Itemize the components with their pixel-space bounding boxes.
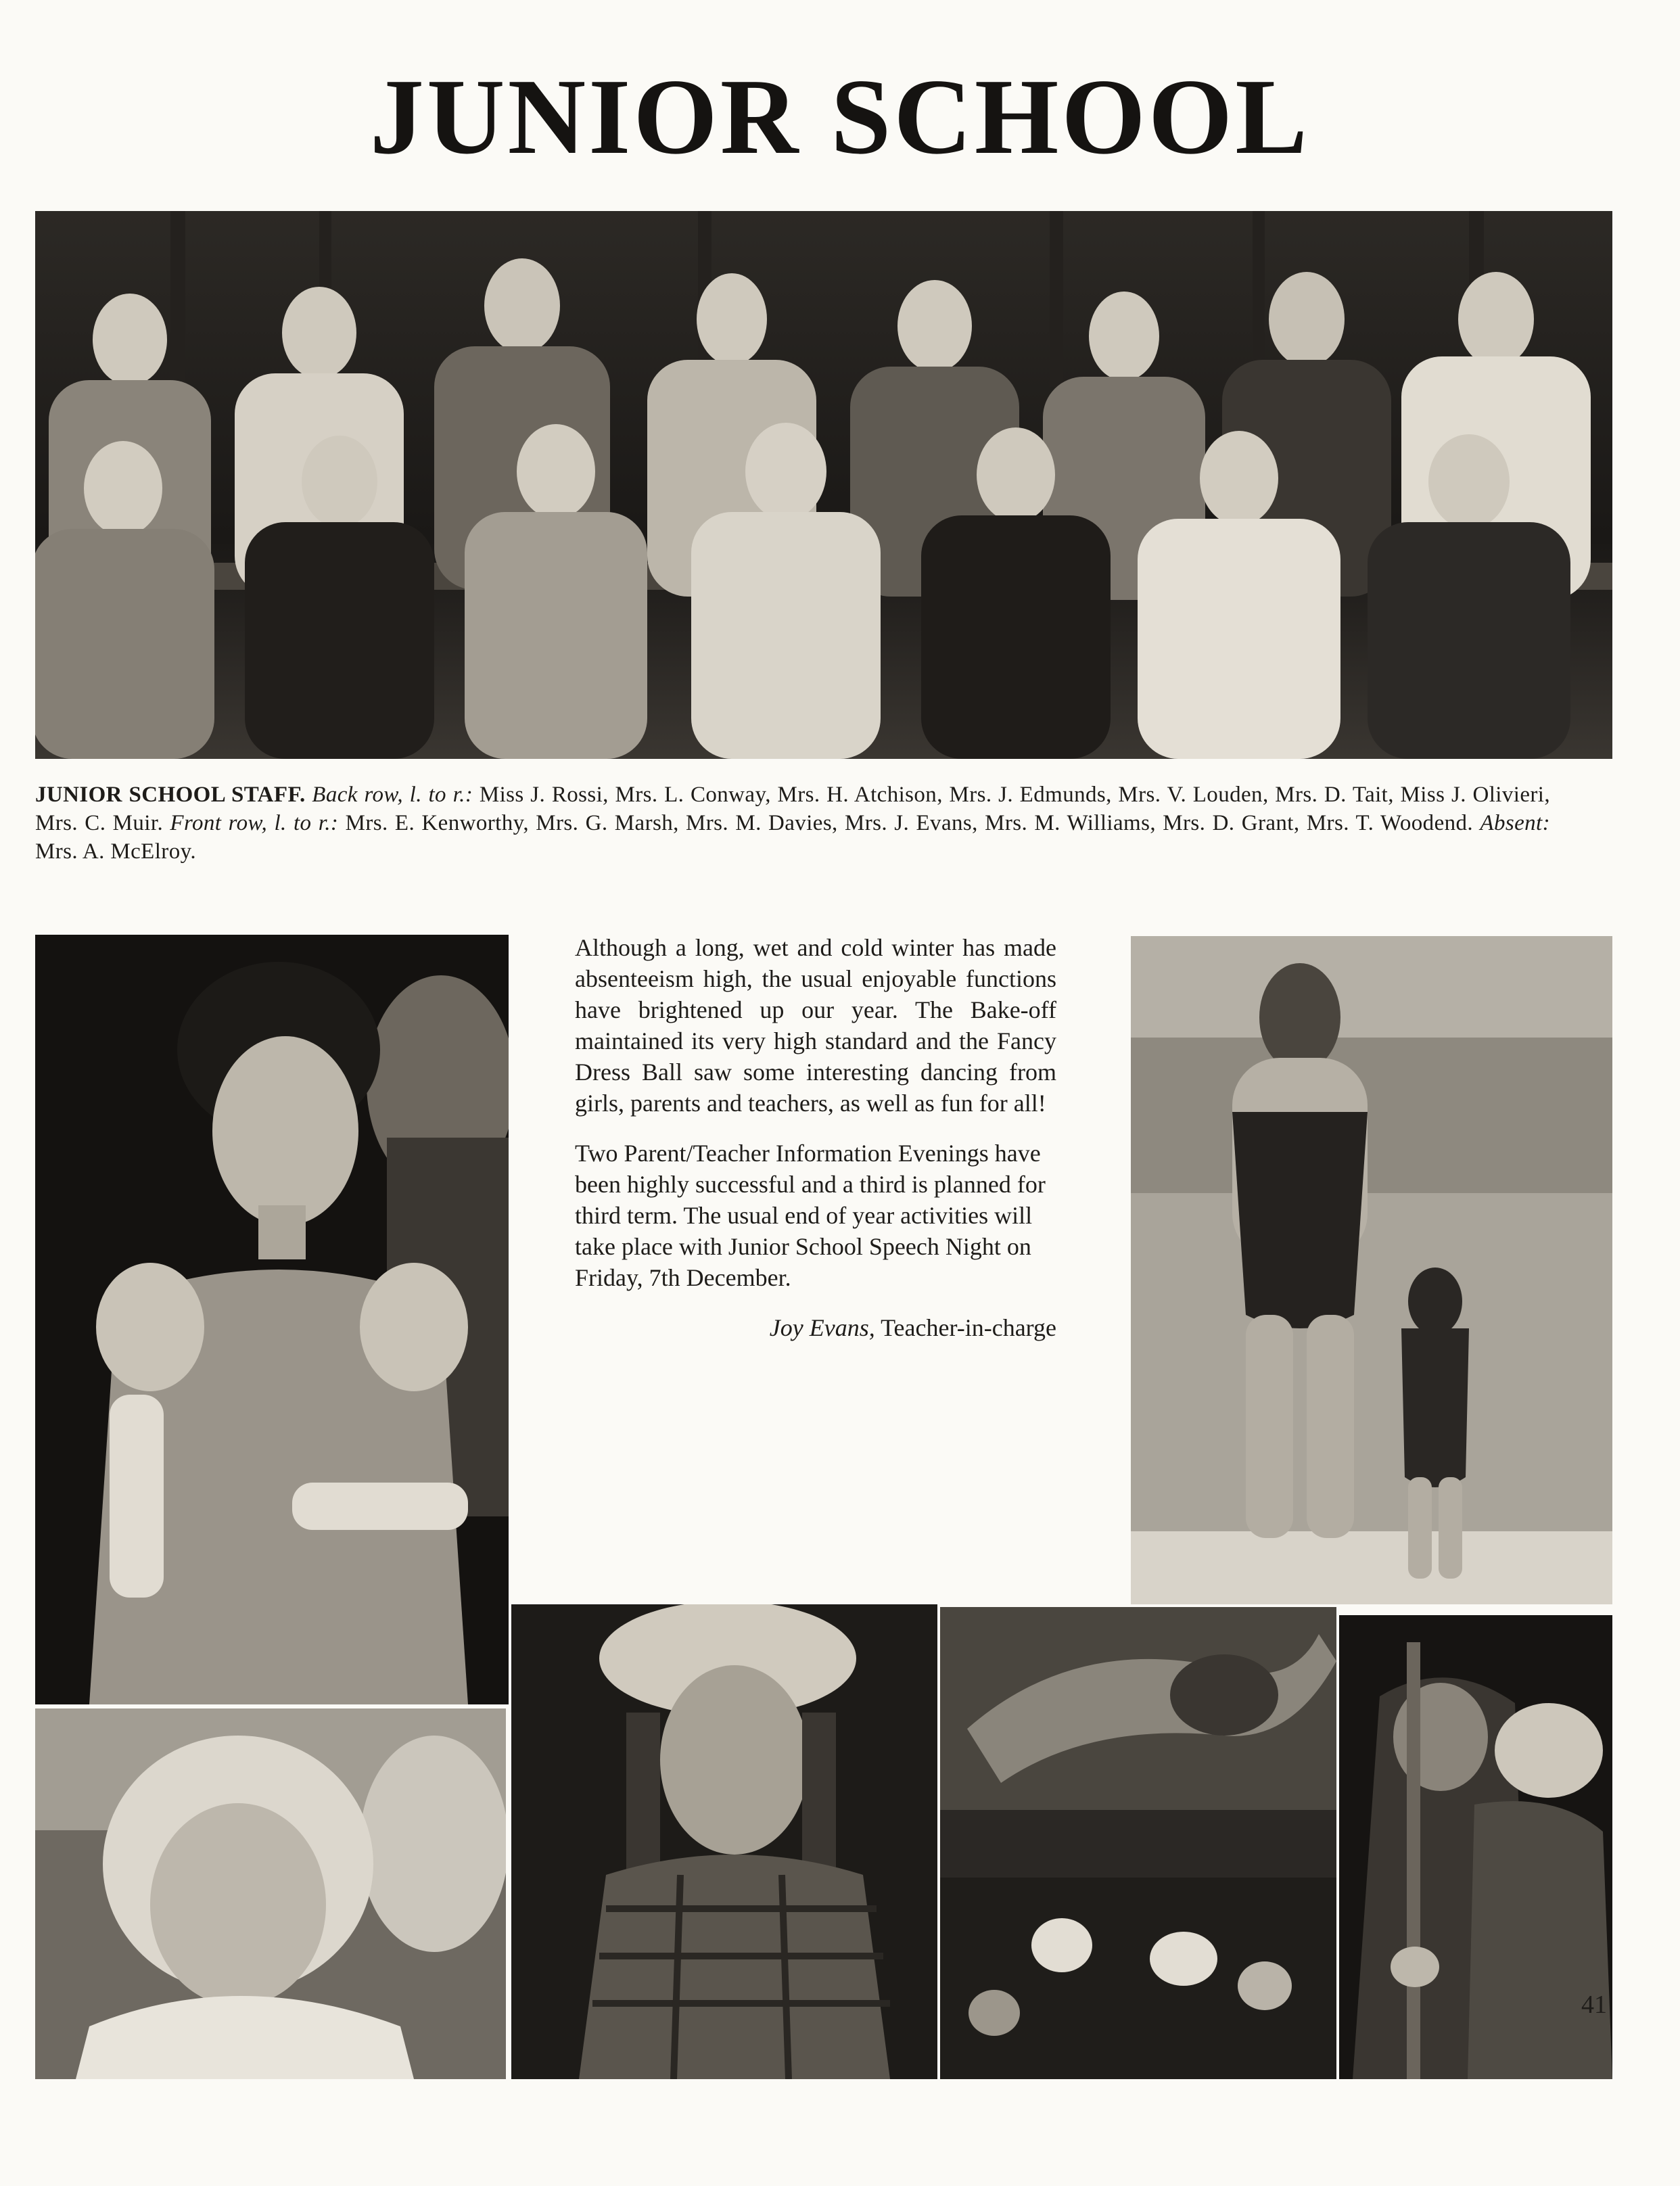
front-row-label: Front row, l. to r.: [170, 811, 339, 835]
signature [575, 1312, 1056, 1343]
page-title: JUNIOR SCHOOL [370, 56, 1310, 177]
swimmers-photo [1131, 936, 1612, 1604]
back-row-label: Back row, l. to r.: [312, 783, 473, 807]
fancy-dress-girl-photo [35, 935, 509, 1704]
bonnet-girl-photo [511, 1604, 937, 2079]
staff-group-photo [35, 211, 1612, 759]
back-row-names: Miss J. Rossi, Mrs. L. Conway, Mrs. H. Atchison, Mrs. J. Edmunds, Mrs. V. Louden, Mrs. D. Tait, Miss J. Olivieri, Mrs. C. Muir. [35, 783, 1550, 835]
article-paragraph: Although a long, wet and cold winter has made absenteeism high, the usual enjoyable functions have brightened up our year. The Bake-off maintained its very high standard and the Fancy Dress Ball saw some interesting dancing from girls, parents and teachers, as well as fun for all! [575, 934, 1056, 1117]
high-jump-photo [940, 1607, 1336, 2079]
article-body [575, 932, 1056, 1362]
signature-name: Joy Evans, [769, 1314, 875, 1341]
article-paragraph: Two Parent/Teacher Information Evenings have been highly successful and a third is planned for third term. The usual end of year activities will take place with Junior School Speech Night on Friday, 7th December. [575, 1140, 1046, 1291]
witch-costume-photo [1339, 1615, 1612, 2079]
blonde-child-photo [35, 1708, 506, 2079]
absent-label: Absent: [1480, 811, 1550, 835]
signature-role: Teacher-in-charge [881, 1314, 1056, 1341]
staff-caption [35, 781, 1550, 866]
front-row-names: Mrs. E. Kenworthy, Mrs. G. Marsh, Mrs. M. Davies, Mrs. J. Evans, Mrs. M. Williams, Mrs. D. Grant, Mrs. T. Woodend. [345, 811, 1474, 835]
staff-caption-label: JUNIOR SCHOOL STAFF. [35, 783, 306, 807]
absent-names: Mrs. A. McElroy. [35, 839, 196, 864]
page-number: 41 [1581, 1991, 1607, 2019]
